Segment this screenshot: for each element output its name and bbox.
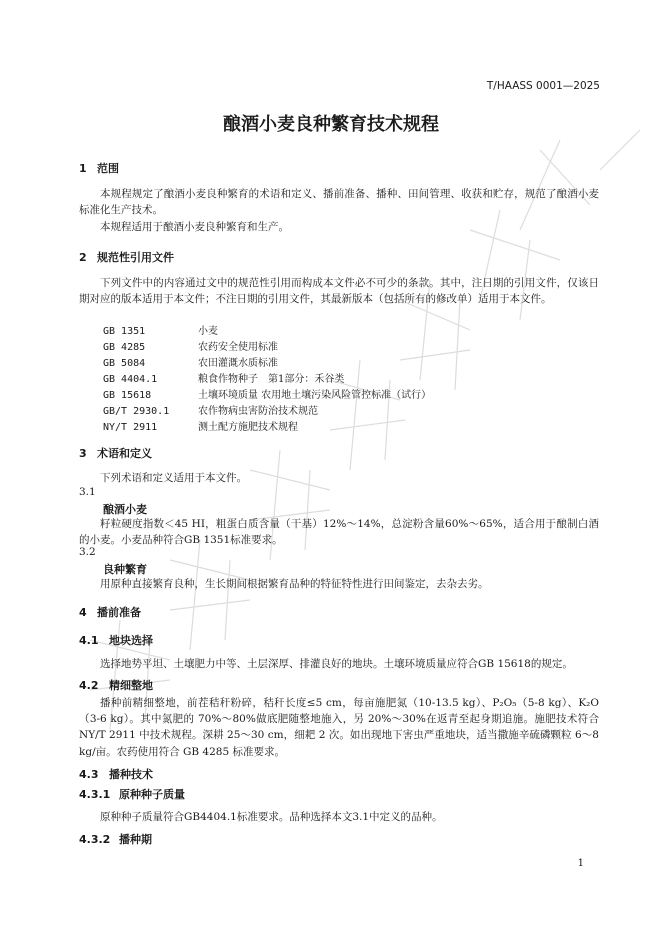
document-title: 酿酒小麦良种繁育技术规程 xyxy=(223,114,439,135)
section-title: 播前准备 xyxy=(97,606,141,619)
reference-name: 农药安全使用标准 xyxy=(198,342,278,353)
subsection-heading xyxy=(79,677,153,693)
term-definition: 籽粒硬度指数＜45 HI，粗蛋白质含量（干基）12%～14%，总淀粉含量60%～65%，适合用于酿制白酒的小麦。小麦品种符合GB 1351标准要求。 xyxy=(79,518,599,547)
term-number: 3.1 xyxy=(79,486,96,498)
reference-item xyxy=(103,402,318,417)
subsubsection-title: 播种期 xyxy=(119,833,152,846)
standard-number: T/HAASS 0001—2025 xyxy=(486,80,600,92)
subsubsection-heading xyxy=(79,831,152,847)
section-4-heading xyxy=(79,604,141,620)
subsubsection-number: 4.3.2 xyxy=(79,833,111,846)
reference-name: 农作物病虫害防治技术规范 xyxy=(198,406,318,417)
paragraph: 本规程规定了酿酒小麦良种繁育的术语和定义、播前准备、播种、田间管理、收获和贮存，规范了酿酒小麦标准化生产技术。 xyxy=(79,188,599,217)
paragraph: 本规程适用于酿酒小麦良种繁育和生产。 xyxy=(100,221,289,233)
reference-code: GB 1351 xyxy=(103,326,146,337)
reference-item xyxy=(103,322,218,337)
section-3-heading xyxy=(79,445,152,461)
reference-name: 小麦 xyxy=(198,326,218,337)
reference-code: GB 4404.1 xyxy=(103,374,158,385)
reference-item xyxy=(103,338,278,353)
reference-item xyxy=(103,370,344,385)
reference-code: GB/T 2930.1 xyxy=(103,406,170,417)
section-1-heading xyxy=(79,160,119,176)
section-number: 3 xyxy=(79,447,87,460)
reference-code: GB 15618 xyxy=(103,390,152,401)
subsubsection-heading xyxy=(79,786,185,802)
reference-item xyxy=(103,354,278,369)
subsection-title: 播种技术 xyxy=(109,768,153,781)
term-number: 3.2 xyxy=(79,546,96,558)
reference-code: GB 5084 xyxy=(103,358,146,369)
reference-code: NY/T 2911 xyxy=(103,422,158,433)
paragraph: 下列文件中的内容通过文中的规范性引用而构成本文件必不可少的条款。其中，注日期的引用文件，仅该日期对应的版本适用于本文件；不注日期的引用文件，其最新版本（包括所有的修改单）适用于本文件。 xyxy=(79,277,599,306)
subsubsection-number: 4.3.1 xyxy=(79,788,111,801)
subsection-number: 4.1 xyxy=(79,634,99,647)
subsubsection-title: 原种种子质量 xyxy=(119,788,185,801)
paragraph: 原种种子质量符合GB4404.1标准要求。品种选择本文3.1中定义的品种。 xyxy=(100,811,443,823)
section-number: 1 xyxy=(79,162,87,175)
paragraph: 下列术语和定义适用于本文件。 xyxy=(100,472,247,484)
section-title: 规范性引用文件 xyxy=(97,251,174,264)
reference-name: 测土配方施肥技术规程 xyxy=(198,422,298,433)
page-number: 1 xyxy=(577,858,584,869)
term-name: 良种繁育 xyxy=(103,563,147,576)
section-title: 术语和定义 xyxy=(97,447,152,460)
section-number: 2 xyxy=(79,251,87,264)
paragraph: 播种前精细整地，前茬秸秆粉碎，秸秆长度≤5 cm，每亩施肥氮（10-13.5 kg）、P₂O₅（5-8 kg）、K₂O（3-6 kg）。其中氮肥的 70%～80%做底肥随整地施入，另 20%～30%在返青至起身期追施。施肥技术符合NY/T 2911 中技术规程。深耕 25～30 cm，细耙 2 次。如出现地下害虫严重地块，适当撒施辛硫磷颗粒 6～8 kg/亩。农药使用符合 GB 4285 标准要求。 xyxy=(79,697,599,758)
subsection-title: 精细整地 xyxy=(109,679,153,692)
term-name: 酿酒小麦 xyxy=(103,503,147,516)
reference-name: 粮食作物种子 第1部分：禾谷类 xyxy=(198,374,345,385)
term-definition: 用原种直接繁育良种，生长期间根据繁育品种的特征特性进行田间鉴定，去杂去劣。 xyxy=(100,578,489,590)
section-2-heading xyxy=(79,249,174,265)
subsection-number: 4.2 xyxy=(79,679,99,692)
reference-name: 土壤环境质量 农用地土壤污染风险管控标准（试行） xyxy=(198,390,432,401)
section-number: 4 xyxy=(79,606,87,619)
subsection-number: 4.3 xyxy=(79,768,99,781)
subsection-title: 地块选择 xyxy=(109,634,153,647)
reference-item xyxy=(103,386,431,401)
reference-code: GB 4285 xyxy=(103,342,146,353)
reference-name: 农田灌溉水质标准 xyxy=(198,358,278,369)
paragraph: 选择地势平坦、土壤肥力中等、土层深厚、排灌良好的地块。土壤环境质量应符合GB 15618的规定。 xyxy=(100,658,573,670)
subsection-heading xyxy=(79,766,153,782)
subsection-heading xyxy=(79,632,153,648)
reference-item xyxy=(103,418,298,433)
section-title: 范围 xyxy=(97,162,119,175)
